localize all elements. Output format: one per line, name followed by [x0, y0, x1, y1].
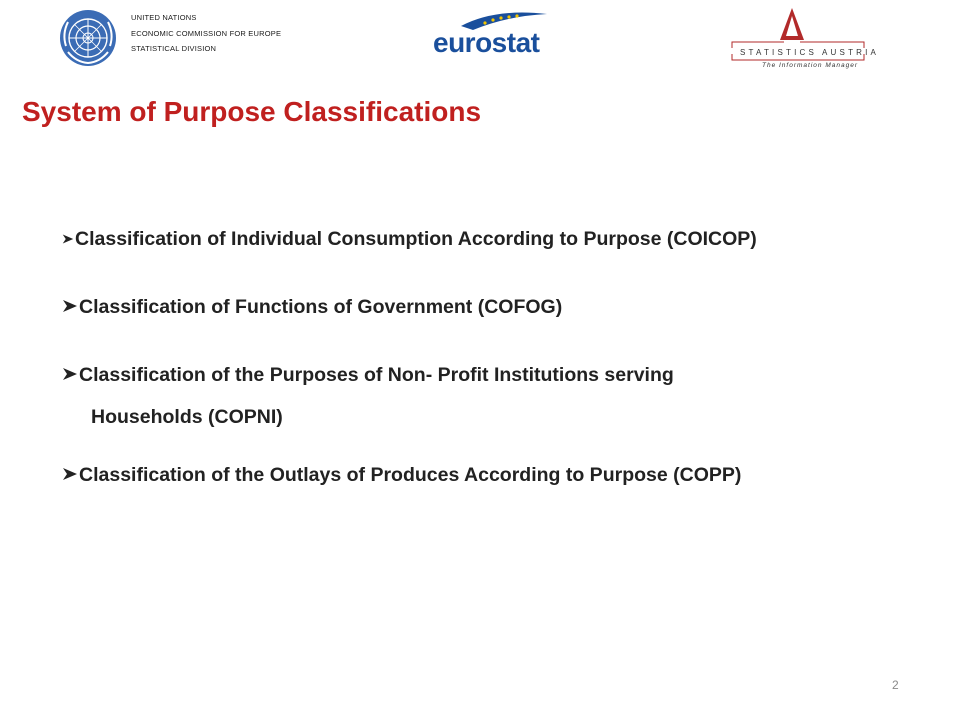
un-line-3: STATISTICAL DIVISION	[131, 44, 217, 53]
un-line-2: ECONOMIC COMMISSION FOR EUROPE	[131, 28, 282, 38]
bullet-text: Classification of the Outlays of Produces According to Purpose (COPP)	[79, 464, 742, 486]
slide-title: System of Purpose Classifications	[22, 96, 482, 127]
un-division-text	[131, 10, 281, 57]
statistics-austria-name: STATISTICS AUSTRIA	[740, 48, 880, 57]
bullet-text: Households (COPNI)	[91, 406, 283, 428]
bullet-copni-continued	[91, 406, 283, 429]
eurostat-wordmark: eurostat	[433, 27, 540, 58]
bullet-text: Classification of the Purposes of Non- Profit Institutions serving	[79, 364, 674, 386]
united-nations-emblem-icon	[58, 8, 118, 68]
un-line-1: UNITED NATIONS	[131, 13, 197, 22]
eurostat-logo	[433, 10, 553, 68]
arrow-bullet-icon	[62, 298, 78, 314]
bullet-cofog	[62, 296, 562, 319]
statistics-austria-logo	[728, 8, 880, 74]
bullet-copni	[62, 364, 674, 387]
arrow-bullet-icon	[62, 466, 78, 482]
arrow-bullet-icon	[62, 233, 74, 245]
statistics-austria-tagline: The Information Manager	[762, 62, 858, 69]
arrow-bullet-icon	[62, 366, 78, 382]
bullet-coicop	[62, 228, 757, 251]
bullet-text: Classification of Individual Consumption According to Purpose (COICOP)	[75, 228, 757, 250]
page-number: 2	[892, 678, 899, 692]
bullet-text: Classification of Functions of Government (COFOG)	[79, 296, 563, 318]
bullet-copp	[62, 464, 741, 487]
